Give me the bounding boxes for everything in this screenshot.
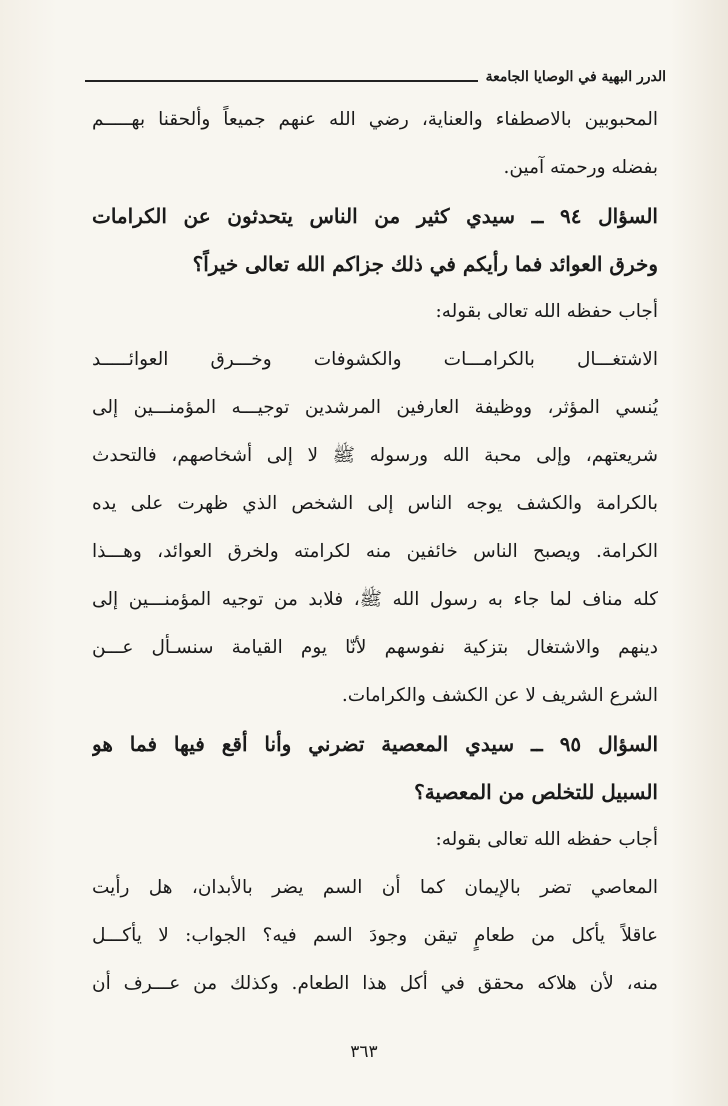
page-number: ٣٦٣	[350, 1042, 378, 1062]
page-header	[85, 62, 666, 86]
answer-intro-line: أجاب حفظه الله تعالى بقوله:	[435, 829, 658, 850]
text-line: الشرع الشريف لا عن الكشف والكرامات.	[341, 685, 658, 706]
text-line: المعاصي تضر بالإيمان كما أن السم يضر بالأبدان، هل رأيت	[92, 877, 658, 898]
text-line: المحبوبين بالاصطفاء والعناية، رضي الله عنهم جميعاً وألحقنا بهـــــم	[92, 109, 658, 130]
text-line: يُنسي المؤثر، ووظيفة العارفين المرشدين توجيـــه المؤمنـــين إلى	[92, 397, 658, 418]
text-line: الاشتغـــال بالكرامـــات والكشوفات وخـــرق العوائـــــد	[92, 349, 658, 370]
text-line: عاقلاً يأكل من طعامٍ تيقن وجودَ السم فيه؟ الجواب: لا يأكـــل	[92, 925, 658, 946]
text-line: منه، لأن هلاكه محقق في أكل هذا الطعام. وكذلك من عـــرف أن	[92, 973, 658, 994]
text-line: دينهم والاشتغال بتزكية نفوسهم لأنّا يوم القيامة سنسـأل عـــن	[92, 637, 658, 658]
text-line: بالكرامة والكشف يوجه الناس إلى الشخص الذي ظهرت على يده	[92, 493, 658, 514]
text-line: الكرامة. ويصبح الناس خائفين منه لكرامته ولخرق العوائد، وهـــذا	[92, 541, 658, 562]
question-heading-line: وخرق العوائد فما رأيكم في ذلك جزاكم الله تعالى خيراً؟	[192, 252, 658, 276]
answer-intro-line: أجاب حفظه الله تعالى بقوله:	[435, 301, 658, 322]
question-heading-line: السؤال ٩٤ ــ سيدي كثير من الناس يتحدثون عن الكرامات	[92, 204, 658, 228]
body-text	[92, 96, 658, 1008]
question-heading-line: السبيل للتخلص من المعصية؟	[414, 780, 658, 804]
text-line: شريعتهم، وإلى محبة الله ورسوله ﷺ لا إلى أشخاصهم، فالتحدث	[92, 445, 658, 466]
running-title: الدرر البهية في الوصايا الجامعة	[485, 69, 666, 85]
text-line: كله مناف لما جاء به رسول الله ﷺ، فلابد من توجيه المؤمنـــين إلى	[92, 589, 658, 610]
question-heading-line: السؤال ٩٥ ــ سيدي المعصية تضرني وأنا أقع فيها فما هو	[92, 732, 658, 756]
header-rule	[85, 80, 478, 82]
text-line: بفضله ورحمته آمين.	[503, 157, 658, 178]
